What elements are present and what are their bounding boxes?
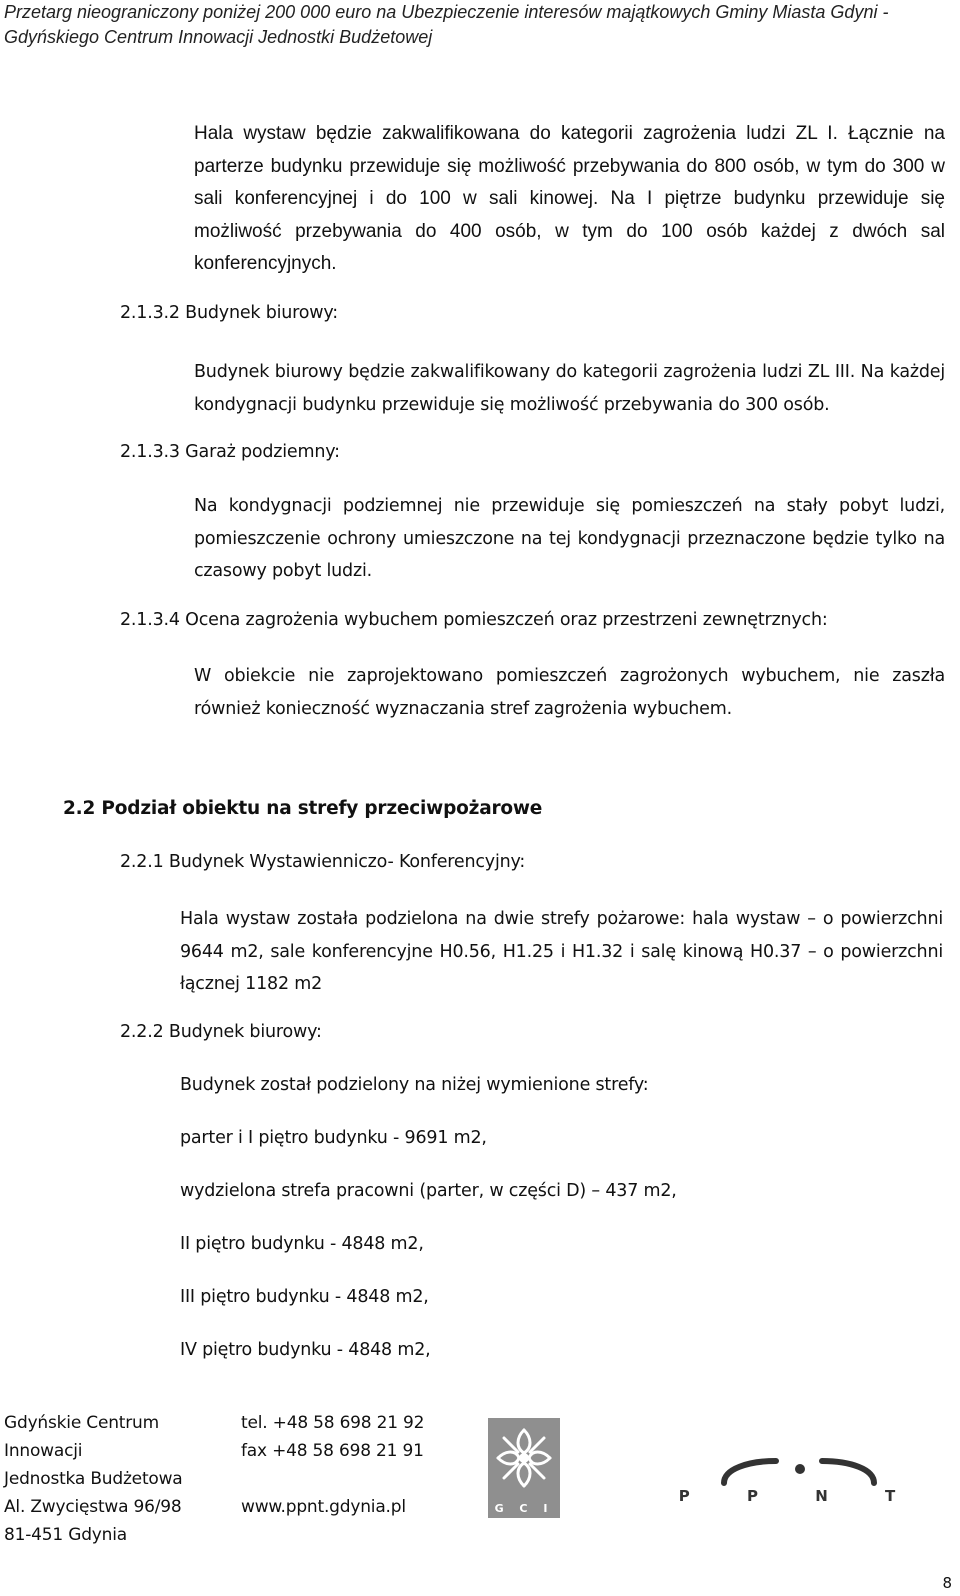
footer-address-line: 81-451 Gdynia [4,1525,127,1545]
footer-address-line: Al. Zwycięstwa 96/98 [4,1497,182,1517]
zone-list-item: III piętro budynku - 4848 m2, [180,1287,429,1307]
heading-2-2-2: 2.2.2 Budynek biurowy: [120,1022,322,1042]
section-2-2-heading: 2.2 Podział obiektu na strefy przeciwpożarowe [63,798,543,819]
zone-list-item: parter i I piętro budynku - 9691 m2, [180,1128,487,1148]
zone-list-item: wydzielona strefa pracowni (parter, w części D) – 437 m2, [180,1181,677,1201]
zone-list-item: IV piętro budynku - 4848 m2, [180,1340,431,1360]
heading-2-1-3-2: 2.1.3.2 Budynek biurowy: [120,303,338,323]
zone-list-item: II piętro budynku - 4848 m2, [180,1234,424,1254]
footer-phone: tel. +48 58 698 21 92 [241,1413,425,1433]
ppnt-logo-letters: P P N T [678,1487,922,1505]
footer-address [4,1409,183,1549]
document-header [4,0,944,50]
heading-2-2-1: 2.2.1 Budynek Wystawienniczo- Konferencyjny: [120,852,526,872]
footer-address-line: Jednostka Budżetowa [4,1469,183,1489]
footer-contact [241,1409,424,1521]
paragraph-2-2-1: Hala wystaw została podzielona na dwie strefy pożarowe: hala wystaw – o powierzchni 9644 m2, sale konferencyjne H0.56, H1.25 i H1.32 i salę kinową H0.37 – o powierzchni łącznej 1182 m2 [180,909,943,994]
heading-2-1-3-3: 2.1.3.3 Garaż podziemny: [120,442,340,462]
header-line-1: Przetarg nieograniczony poniżej 200 000 euro na Ubezpieczenie interesów majątkowych Gminy Miasta Gdyni - [4,2,889,22]
footer-address-line: Innowacji [4,1441,83,1461]
heading-2-1-3-4: 2.1.3.4 Ocena zagrożenia wybuchem pomieszczeń oraz przestrzeni zewnętrznych: [120,610,828,630]
footer-website: www.ppnt.gdynia.pl [241,1497,406,1517]
paragraph-2-1-3-4: W obiekcie nie zaprojektowano pomieszczeń zagrożonych wybuchem, nie zaszła również konieczność wyznaczania stref zagrożenia wybuchem. [194,666,945,719]
gci-logo-letters: G C I [494,1502,554,1515]
footer-address-line: Gdyńskie Centrum [4,1413,159,1433]
paragraph-2-1-3-3: Na kondygnacji podziemnej nie przewiduje się pomieszczeń na stały pobyt ludzi, pomieszczenie ochrony umieszczone na tej kondygnacji przeznaczone będzie tylko na czasowy pobyt ludzi. [194,496,945,581]
page-number: 8 [942,1574,952,1592]
footer-spacer [241,1465,424,1493]
hala-paragraph: Hala wystaw będzie zakwalifikowana do kategorii zagrożenia ludzi ZL I. Łącznie na parterze budynku przewiduje się możliwość przebywania do 800 osób, w tym do 300 w sali konferencyjnej i do 100 w sali kinowej. Na I piętrze budynku przewiduje się możliwość przebywania do 400 osób, w tym do 100 osób każdej z dwóch sal konferencyjnych. [194,123,945,274]
gci-logo [488,1418,560,1518]
footer-fax: fax +48 58 698 21 91 [241,1441,424,1461]
paragraph-2-1-3-2: Budynek biurowy będzie zakwalifikowany do kategorii zagrożenia ludzi ZL III. Na każdej kondygnacji budynku przewiduje się możliwość przebywania do 300 osób. [194,362,945,415]
header-line-2: Gdyńskiego Centrum Innowacji Jednostki Budżetowej [4,27,433,47]
paragraph-2-2-2-intro: Budynek został podzielony na niżej wymienione strefy: [180,1075,649,1095]
ppnt-logo [678,1455,922,1505]
